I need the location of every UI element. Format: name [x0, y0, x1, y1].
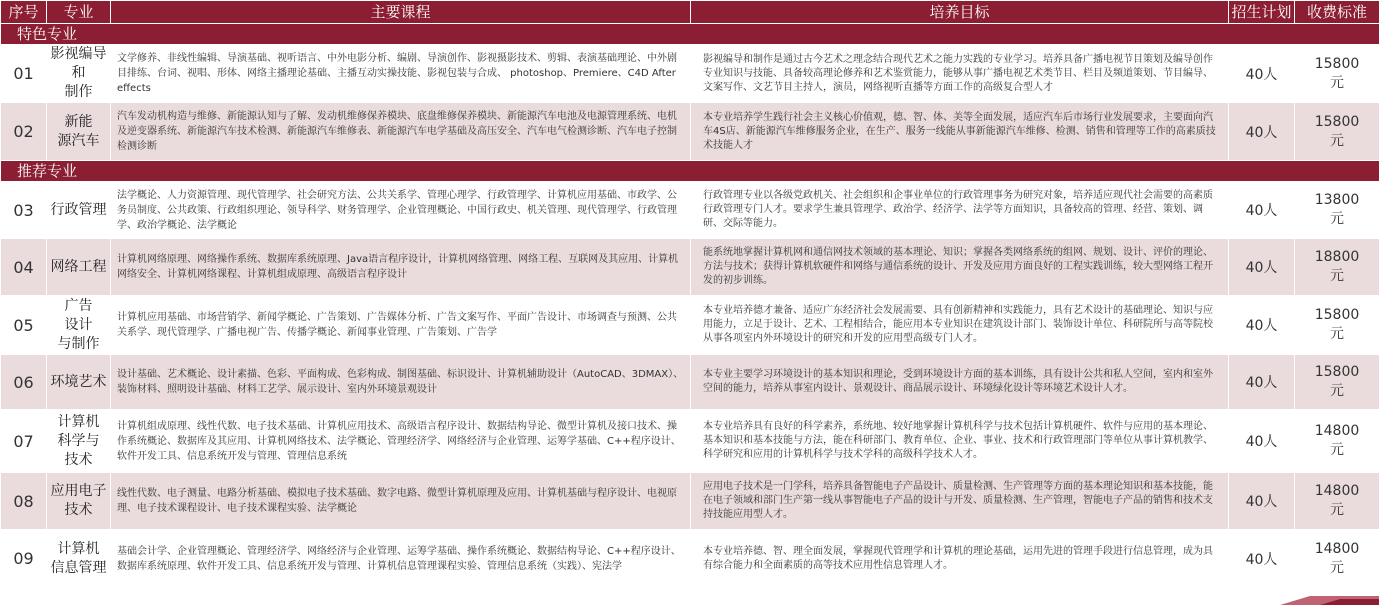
row-fee-line: 元	[1330, 383, 1344, 399]
table-row	[1, 410, 1379, 473]
row-major-line: 计算机	[57, 413, 100, 430]
row-major	[47, 45, 111, 103]
row-fee-line: 元	[1330, 74, 1344, 91]
row-goal: 本专业培养具有良好的科学素养，系统地、较好地掌握计算机科学与技术包括计算机硬件、软件与应用的基本理论、基本知识和基本技能与方法，能在科研部门、教育单位、企业、事业、技术和行政管理部门等单位从事计算机教学、科学研究和应用的计算机科学与技术学科的高级科学技术人才。	[691, 410, 1229, 473]
header-major: 专业	[47, 1, 111, 24]
row-fee-line: 15800	[1314, 307, 1360, 323]
header-course: 主要课程	[111, 1, 691, 24]
row-course: 汽车发动机构造与维修、新能源认知与了解、发动机维修保养模块、底盘维修保养模块、新能源汽车电池及电源管理系统、电机及逆变器系统、新能源汽车技术检测、新能源汽车维修表、新能源汽车电学基础及高压安全、汽车电气检测诊断、汽车电子控制检测诊断	[111, 103, 691, 161]
row-goal: 能系统地掌握计算机网和通信网技术领域的基本理论、知识；掌握各类网络系统的组网、规划、设计、评价的理论、方法与技术；获得计算机软硬件和网络与通信系统的设计、开发及应用方面良好的工程实践训练，较大型网络工程开发的初步训练。	[691, 239, 1229, 296]
row-goal: 本专业培养德才兼备、适应广东经济社会发展需要、具有创新精神和实践能力，具有艺术设计的基础理论、知识与应用能力，立足于设计、艺术、工程相结合，能应用本专业知识在建筑设计部门、装饰设计单位、科研院所与高等院校从事各项室内外环境设计的研究和开发的应用型高级专门人才。	[691, 296, 1229, 355]
section-recommended-row	[1, 161, 1379, 182]
row-fee-line: 15800	[1314, 55, 1360, 72]
row-fee	[1295, 530, 1379, 588]
row-major-line: 网络工程	[50, 258, 107, 275]
row-major-line: 影视编导	[50, 46, 107, 62]
row-seq: 01	[1, 45, 47, 103]
row-seq: 02	[1, 103, 47, 161]
row-fee-line: 18800	[1314, 249, 1360, 265]
row-goal: 行政管理专业以各级党政机关、社会组织和企事业单位的行政管理事务为研究对象，培养适应现代社会需要的高素质行政管理专门人才。要求学生兼具管理学、政治学、经济学、法学等方面知识，具备较高的管理、经营、策划、调研、交际等能力。	[691, 182, 1229, 239]
row-fee-line: 13800	[1314, 192, 1360, 208]
row-major	[47, 530, 111, 588]
row-major-line: 技术	[64, 451, 93, 468]
row-major	[47, 355, 111, 410]
row-seq: 03	[1, 182, 47, 239]
decorative-corner-shape	[1280, 596, 1379, 605]
table-row	[1, 296, 1379, 355]
row-plan: 40人	[1229, 530, 1295, 588]
row-fee-line: 14800	[1314, 540, 1360, 557]
row-fee	[1295, 473, 1379, 530]
row-course: 法学概论、人力资源管理、现代管理学、社会研究方法、公共关系学、管理心理学、行政管理学、计算机应用基础、市政学、公务员制度、公共政策、行政组织理论、领导科学、财务管理学、企业管理概论、中国行政史、机关管理、现代管理学、行政管理学、政治学概论、法学概论	[111, 182, 691, 239]
row-seq: 08	[1, 473, 47, 530]
row-fee	[1295, 296, 1379, 355]
table-row	[1, 239, 1379, 296]
row-major	[47, 296, 111, 355]
row-fee-line: 元	[1330, 326, 1344, 342]
header-fee: 收费标准	[1295, 1, 1379, 24]
row-course: 计算机网络原理、网络操作系统、数据库系统原理、Java语言程序设计，计算机网络管理、网络工程、互联网及其应用、计算机网络安全、计算机网络课程、计算机组成原理、高级语言程序设计	[111, 239, 691, 296]
row-fee-line: 15800	[1314, 364, 1360, 380]
row-course: 线性代数、电子测量、电路分析基础、模拟电子技术基础、数字电路、微型计算机原理及应用、计算机基础与程序设计、电视原理、电子技术课程设计、电子技术课程实验、法学概论	[111, 473, 691, 530]
row-fee-line: 元	[1330, 132, 1344, 149]
row-fee	[1295, 410, 1379, 473]
table-header-row	[1, 1, 1379, 24]
row-major-line: 技术	[64, 502, 93, 518]
row-fee-line: 元	[1330, 442, 1344, 458]
row-plan: 40人	[1229, 410, 1295, 473]
row-major-line: 和	[71, 65, 86, 81]
row-major	[47, 410, 111, 473]
row-major	[47, 473, 111, 530]
row-goal: 本专业培养德、智、理全面发展，掌握现代管理学和计算机的理论基础，运用先进的管理手段进行信息管理，成为具有综合能力和全面素质的高等技术应用性信息管理人才。	[691, 530, 1229, 588]
row-seq: 04	[1, 239, 47, 296]
row-plan: 40人	[1229, 355, 1295, 410]
row-fee-line: 元	[1330, 211, 1344, 227]
table-row	[1, 103, 1379, 161]
row-goal: 影视编导和制作是通过古今艺术之理念结合现代艺术之能力实践的专业学习。培养具备广播电视节目策划及编导创作专业知识与技能、具备较高理论修养和艺术鉴赏能力，能够从事广播电视艺术类节目、栏目及频道策划、节目编导、文案写作、文艺节目主持人，演员，网络视听直播等方面工作的高级复合型人才	[691, 45, 1229, 103]
row-fee	[1295, 45, 1379, 103]
row-course: 计算机组成原理、线性代数、电子技术基础、计算机应用技术、高级语言程序设计、数据结构导论、微型计算机及接口技术、操作系统概论、数据库及其应用、计算机网络技术、法学概论、管理经济学、网络经济与企业管理、运筹学基础、C++程序设计、软件开发工具、信息系统开发与管理、管理信息系统	[111, 410, 691, 473]
row-goal: 应用电子技术是一门学科，培养具备智能电子产品设计、质量检测、生产管理等方面的基本理论知识和基本技能，能在电子领域和部门生产第一线从事智能电子产品的设计与开发、质量检测、生产管理，智能电子产品的销售和技术支持技能应用型人才。	[691, 473, 1229, 530]
section-recommended-title: 推荐专业	[1, 161, 1379, 182]
row-major-line: 新能	[64, 113, 93, 130]
row-major-line: 科学与	[57, 432, 100, 449]
row-seq: 09	[1, 530, 47, 588]
header-plan: 招生计划	[1229, 1, 1295, 24]
row-plan: 40人	[1229, 239, 1295, 296]
row-fee-line: 元	[1330, 268, 1344, 284]
section-featured-row	[1, 24, 1379, 45]
row-plan: 40人	[1229, 182, 1295, 239]
row-major-line: 源汽车	[57, 132, 100, 149]
row-fee-line: 14800	[1314, 423, 1360, 439]
row-fee-line: 14800	[1314, 483, 1360, 499]
row-course: 文学修养、非线性编辑、导演基础、视听语言、中外电影分析、编剧、导演创作、影视摄影技术、剪辑、表演基础理论、中外剧目排练、台词、视唱、形体、网络主播理论基础、主播互动实操技能、影视包装与合成、 photoshop、Premiere、C4D After effects	[111, 45, 691, 103]
row-major-line: 计算机	[57, 540, 100, 557]
row-fee	[1295, 355, 1379, 410]
table-row	[1, 355, 1379, 410]
row-course: 基础会计学、企业管理概论、管理经济学、网络经济与企业管理、运筹学基础、操作系统概论、数据结构导论、C++程序设计、数据库系统原理、软件开发工具、信息系统开发与管理、计算机信息管理课程实验、管理信息系统（实践）、宪法学	[111, 530, 691, 588]
row-plan: 40人	[1229, 473, 1295, 530]
row-fee-line: 元	[1330, 502, 1344, 518]
row-goal: 本专业主要学习环境设计的基本知识和理论，受到环境设计方面的基本训练，具有设计公共和私人空间，室内和室外空间的能力，培养从事室内设计、景观设计、商品展示设计、环境绿化设计等环境艺术设计人才。	[691, 355, 1229, 410]
row-course: 计算机应用基础、市场营销学、新闻学概论、广告策划、广告媒体分析、广告文案写作、平面广告设计、市场调查与预测、公共关系学、现代管理学、广播电视广告、传播学概论、新闻事业管理、广告策划、广告学	[111, 296, 691, 355]
row-plan: 40人	[1229, 45, 1295, 103]
row-plan: 40人	[1229, 103, 1295, 161]
header-seq: 序号	[1, 1, 47, 24]
row-fee-line: 15800	[1314, 113, 1360, 130]
row-seq: 05	[1, 296, 47, 355]
row-major	[47, 239, 111, 296]
row-course: 设计基础、艺术概论、设计素描、色彩、平面构成、色彩构成、制图基础、标识设计、计算机辅助设计（AutoCAD、3DMAX）、装饰材料、照明设计基础、材料工艺学、展示设计、室内外环境景观设计	[111, 355, 691, 410]
row-major-line: 广告	[64, 297, 93, 314]
row-fee	[1295, 103, 1379, 161]
row-major-line: 应用电子	[50, 483, 107, 499]
table-row	[1, 45, 1379, 103]
row-fee	[1295, 239, 1379, 296]
row-major-line: 设计	[64, 316, 93, 333]
row-seq: 06	[1, 355, 47, 410]
row-seq: 07	[1, 410, 47, 473]
row-major-line: 制作	[64, 84, 93, 100]
table-row	[1, 473, 1379, 530]
table-row	[1, 530, 1379, 588]
row-major	[47, 103, 111, 161]
row-plan: 40人	[1229, 296, 1295, 355]
row-fee-line: 元	[1330, 559, 1344, 576]
row-major-line: 行政管理	[50, 201, 107, 218]
header-goal: 培养目标	[691, 1, 1229, 24]
row-major-line: 与制作	[57, 335, 100, 352]
row-major-line: 环境艺术	[50, 373, 107, 390]
table-row	[1, 182, 1379, 239]
row-major-line: 信息管理	[50, 559, 107, 576]
row-goal: 本专业培养学生践行社会主义核心价值观，德、智、体、美等全面发展，适应汽车后市场行业发展要求，主要面向汽车4S店、新能源汽车维修服务企业，在生产、服务一线能从事新能源汽车维修、检测、销售和管理等工作的高素质技术技能人才	[691, 103, 1229, 161]
row-major	[47, 182, 111, 239]
row-fee	[1295, 182, 1379, 239]
section-featured-title: 特色专业	[1, 24, 1379, 45]
